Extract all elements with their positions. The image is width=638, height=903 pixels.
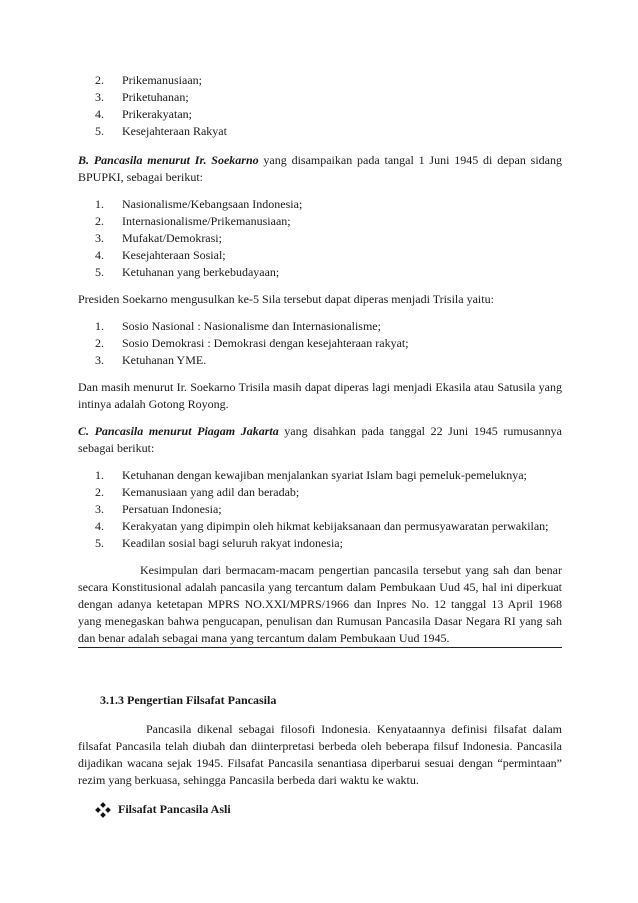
list-item: 2. Kemanusiaan yang adil dan beradab;	[95, 485, 300, 499]
list-item: 2. Internasionalisme/Prikemanusiaan;	[95, 214, 291, 228]
spacer	[78, 648, 562, 692]
section-c-intro	[78, 423, 562, 457]
section-c-heading: C. Pancasila menurut Piagam Jakarta	[78, 424, 279, 438]
section-b-intro	[78, 152, 562, 186]
list-item: 3. Persatuan Indonesia;	[95, 502, 222, 516]
list-item: 1. Ketuhanan dengan kewajiban menjalankan syariat Islam bagi pemeluk-pemeluknya;	[95, 468, 527, 482]
list-item: 5. Keadilan sosial bagi seluruh rakyat indonesia;	[95, 536, 343, 550]
list-item: 3. Mufakat/Demokrasi;	[95, 231, 222, 245]
trisila-intro: Presiden Soekarno mengusulkan ke-5 Sila tersebut dapat diperas menjadi Trisila yaitu:	[78, 292, 494, 306]
list-item: 3. Ketuhanan YME.	[95, 353, 207, 367]
list-item: 3. Priketuhanan;	[95, 90, 189, 104]
list-item: 2. Prikemanusiaan;	[95, 73, 202, 87]
subsection-title: 3.1.3 Pengertian Filsafat Pancasila	[100, 693, 277, 707]
section-b-text: yang disampaikan pada tangal 1 Juni 1945 di depan sidang BPUPKI, sebagai berikut:	[78, 153, 562, 184]
list-item: 4. Prikerakyatan;	[95, 107, 192, 121]
filsafat-asli-heading-row	[96, 801, 562, 818]
list-item: 1. Nasionalisme/Kebangsaan Indonesia;	[95, 197, 303, 211]
list-item: 1. Sosio Nasional : Nasionalisme dan Internasionalisme;	[95, 319, 381, 333]
list-item: 5. Ketuhanan yang berkebudayaan;	[95, 265, 280, 279]
list-section-b	[78, 196, 562, 281]
kesimpulan-paragraph: Kesimpulan dari bermacam-macam pengertian pancasila tersebut yang sah dan benar secara Konstitusional adalah pancasila yang tercantum dalam Pembukaan Uud 45, hal ini diperkuat dengan adanya ketetapan MPRS NO.XXI/MPRS/1966 dan Inpres No. 12 tanggal 13 April 1968 yang menegaskan bahwa pengucapan, penulisan dan Rumusan Pancasila Dasar Negara RI yang sah dan benar adalah sebagai mana yang tercantum dalam Pembukaan Uud 1945.	[78, 562, 562, 648]
section-c-text: yang disahkan pada tanggal 22 Juni 1945 rumusannya sebagai berikut:	[78, 424, 562, 455]
filsafat-asli-heading: Filsafat Pancasila Asli	[118, 802, 231, 816]
list-item: 4. Kerakyatan yang dipimpin oleh hikmat kebijaksanaan dan permusyawaratan perwakilan;	[95, 519, 549, 533]
section-b-heading: B. Pancasila menurut Ir. Soekarno	[78, 153, 259, 167]
list-top	[78, 72, 562, 140]
filsafat-paragraph: Pancasila dikenal sebagai filosofi Indonesia. Kenyataannya definisi filsafat dalam filsafat Pancasila telah diubah dan diinterpretasi berbeda oleh beberapa filsuf Indonesia. Pancasila dijadikan wacana sejak 1945. Filsafat Pancasila senantiasa diperbarui sesuai dengan “permintaan” rezim yang berkuasa, sehingga Pancasila berbeda dari waktu ke waktu.	[78, 722, 562, 787]
list-trisila	[78, 318, 562, 369]
list-section-c	[78, 467, 562, 552]
list-item: 2. Sosio Demokrasi : Demokrasi dengan kesejahteraan rakyat;	[95, 336, 409, 350]
document-page	[78, 72, 562, 818]
ekasila-paragraph: Dan masih menurut Ir. Soekarno Trisila masih dapat diperas lagi menjadi Ekasila atau Satusila yang intinya adalah Gotong Royong.	[78, 380, 562, 411]
list-item: 5. Kesejahteraan Rakyat	[95, 124, 227, 138]
four-diamond-bullet-icon	[96, 803, 110, 817]
list-item: 4. Kesejahteraan Sosial;	[95, 248, 226, 262]
